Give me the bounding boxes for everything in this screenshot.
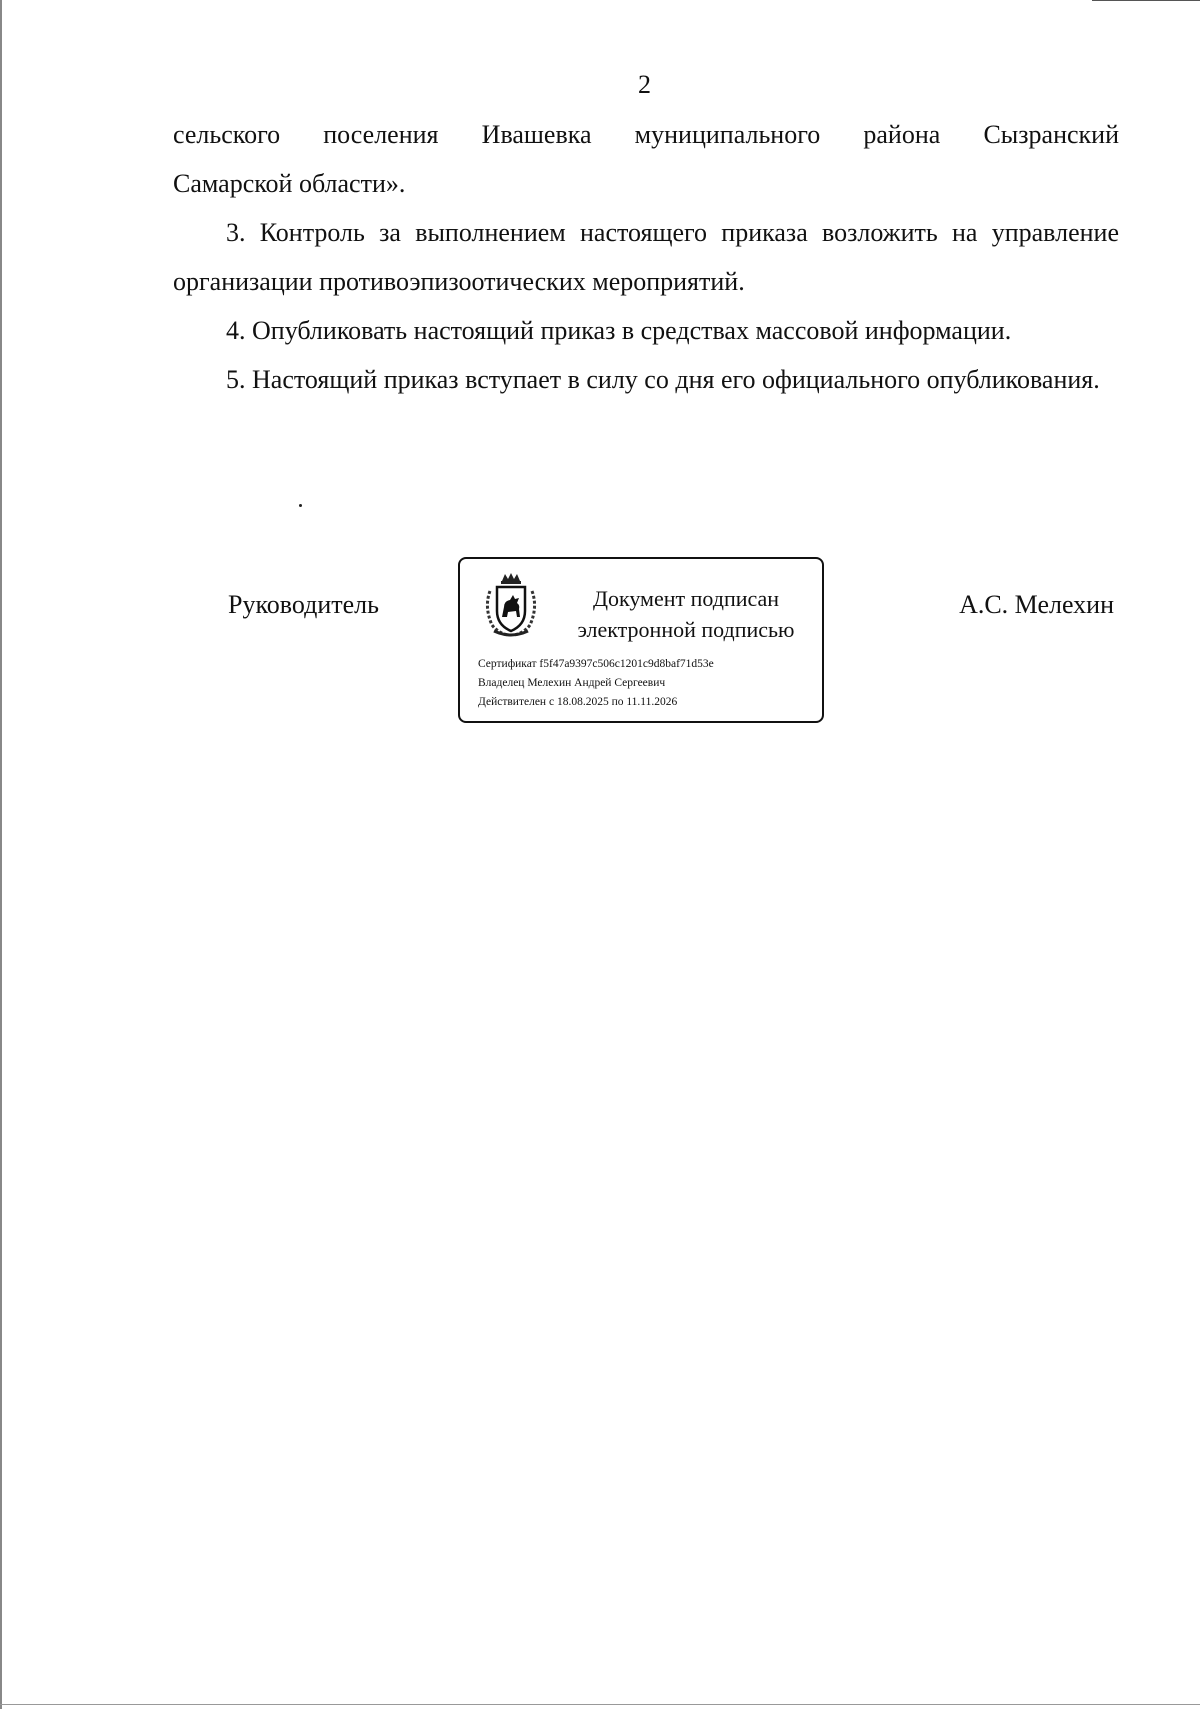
paragraph-item-4: 4. Опубликовать настоящий приказ в средствах массовой информации. (226, 316, 1012, 345)
document-body (173, 110, 1119, 404)
electronic-signature-stamp (458, 557, 824, 723)
scan-edge-line-left (0, 0, 2, 1709)
paragraph-line: Самарской области». (173, 169, 406, 198)
scan-edge-line-bottom (0, 1704, 1200, 1705)
paragraph-item-5: 5. Настоящий приказ вступает в силу со дня его официального опубликования. (226, 365, 1100, 394)
certificate-number: Сертификат f5f47a9397c506c1201c9d8baf71d53e (478, 658, 714, 670)
stamp-heading-line: Документ подписан (592, 586, 780, 611)
scan-dot (299, 504, 302, 507)
page-number: 2 (638, 70, 651, 99)
stamp-details (478, 655, 714, 712)
certificate-validity: Действителен с 18.08.2025 по 11.11.2026 (478, 696, 678, 708)
paragraph-continuation (173, 110, 1119, 208)
signer-title: Руководитель (228, 590, 379, 619)
stamp-heading (560, 583, 812, 645)
certificate-owner: Владелец Мелехин Андрей Сергеевич (478, 677, 666, 689)
paragraph-item-3: 3. Контроль за выполнением настоящего приказа возложить на управление организации противоэпизоотических мероприятий. (173, 218, 1119, 296)
stamp-heading-line: электронной подписью (577, 617, 795, 642)
scan-edge-line-top (1092, 0, 1200, 1)
paragraph-line: сельского поселения Ивашевка муниципального района Сызранский (173, 120, 1119, 149)
signer-name: А.С. Мелехин (959, 590, 1114, 619)
coat-of-arms-icon (480, 571, 542, 639)
